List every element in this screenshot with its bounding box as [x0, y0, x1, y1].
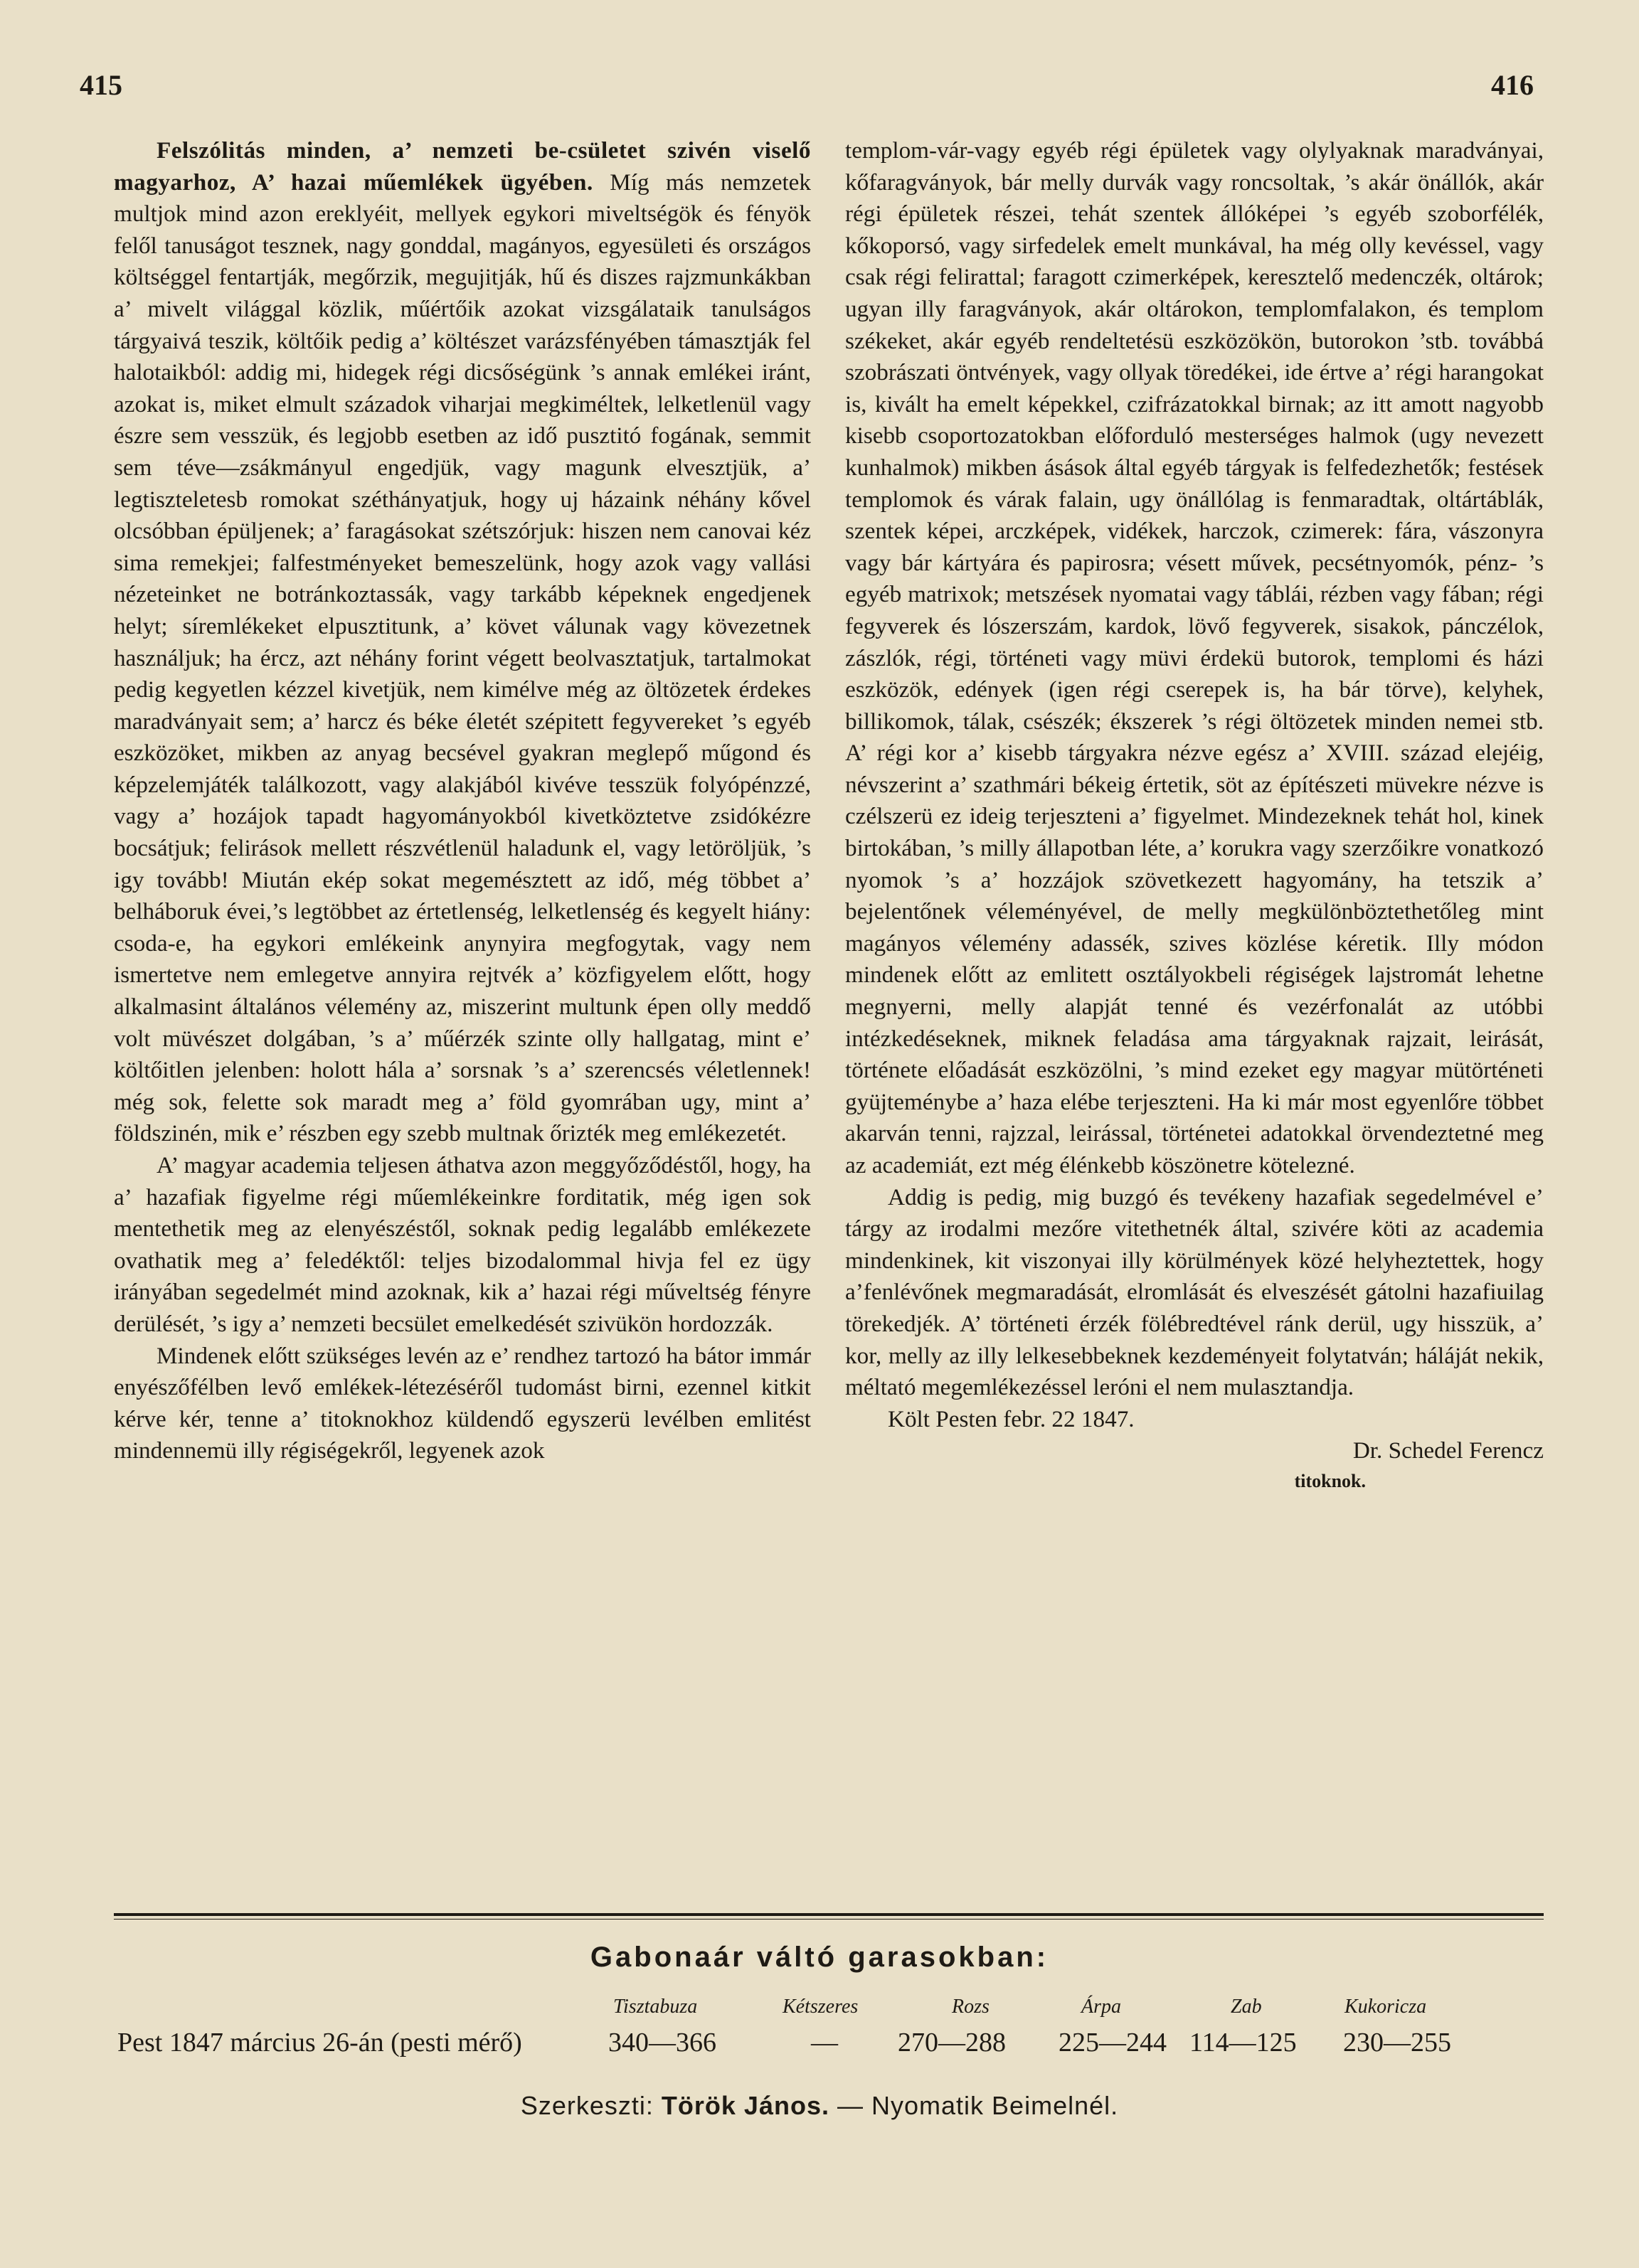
- price-row-label: Pest 1847 március 26-án (pesti mérő): [117, 2028, 522, 2057]
- price-value: 114—125: [1189, 2028, 1297, 2057]
- imprint-separator: —: [837, 2091, 864, 2120]
- page-number-left: 415: [80, 69, 122, 101]
- signature: Dr. Schedel Ferencz: [1352, 1437, 1544, 1464]
- printer: Nyomatik Beimelnél.: [871, 2091, 1119, 2120]
- price-value: 270—288: [898, 2028, 1006, 2057]
- editor-label: Szerkeszti:: [520, 2091, 654, 2120]
- price-header: Rozs: [952, 1996, 990, 2018]
- price-value: 225—244: [1059, 2028, 1167, 2057]
- price-header: Árpa: [1081, 1996, 1121, 2018]
- divider-thick: [114, 1913, 1544, 1916]
- article-title: Felszólitás minden, a’ nemzeti be-csületet szivén viselő magyarhoz, A’ hazai műemlékek ügyében.: [114, 137, 811, 196]
- article-paragraph: Mindenek előtt szükséges levén az e’ rendhez tartozó ha bátor immár enyészőfélben levő emlékek-létezéséről tudomást birni, ezennel kitkit kérve kér, tenne a’ titoknokhoz küldendő egyszerü levélben emlitést mindennemü illy régiségekről, legyenek azok: [114, 1342, 811, 1464]
- price-header: Tisztabuza: [613, 1996, 698, 2018]
- article-paragraph: A’ magyar academia teljesen áthatva azon meggyőződéstől, hogy, ha a’ hazafiak figyelme régi műemlékeinkre forditatik, még igen sok mentethetik meg az elenyészéstől, soknak pedig legalább emlékezete ovathatik meg a’ feledéktől: teljes bizodalommal hivja fel ez ügy irányában segedelmét mind azoknak, kik a’ hazai régi műveltség fényre derülését, ’s igy a’ nemzeti becsület emelkedését szivükön hordozzák.: [114, 1152, 811, 1337]
- paragraph-text: Míg más nemzetek multjok mind azon ereklyéit, mellyek egykori miveltségök és fényök felől tanuságot tesznek, nagy gonddal, magányos, egyesületi és országos költséggel fentartják, megőrzik, megujitják, hű és diszes rajzmunkákban a’ mivelt világgal közlik, műértőik azokat vizsgálataik tanulságos tárgyaivá teszik, költőik pedig a’ költészet varázsfényében támasztják fel halotaikból: addig mi, hidegek régi dicsőségünk ’s annak emlékei iránt, azokat is, miket elmult századok viharjai megkiméltek, lelketlenül vagy észre sem vesszük, és legjobb esetben az idő pusztitó fogának, semmit sem téve—zsákmányul engedjük, vagy magunk elvesztjük, a’ legtiszteletesb romokat széthányatjuk, hogy uj házaink néhány kővel olcsóbban épüljenek; a’ faragásokat szétszórjuk: hiszen nem canovai kéz sima remekjei; falfestményeket bemeszelünk, hogy azok vagy vallási nézeteinket ne botránkoztassák, vagy tarkább képeknek engedjenek helyt; síremlékeket elpusztitunk, a’ követ válunak vagy kövezetnek használjuk; ha ércz, azt néhány forint végett beolvasztatjuk, tartalmokat pedig kegyetlen kézzel kivetjük, nem kimélve még az öltözetek érdekes maradványait sem; a’ harcz és béke életét szépitett fegyvereket ’s egyéb eszközöket, mikben az anyag becsével gyakran meglepő műgond és képzelemjáték találkozott, vagy alakjából kivéve tesszük folyópénzzé, vagy a’ hozájok tapadt hagyományokból kivetköztetve zsidókézre bocsátjuk; felirások mellett részvétlenül haladunk el, vagy letöröljük, ’s igy tovább! Miután ekép sokat megemésztett az idő, még többet a’ belháboruk évei,’s legtöbbet az értetlenség, lelketlenség és kegyelt hiány: csoda-e, ha egykori emlékeink anynyira megfogytak, vagy nem ismertetve nem emlegetve annyira rejtvék a’ közfigyelem előtt, hogy alkalmasint általános vélemény az, miszerint multunk épen olly meddő volt müvészet dolgában, ’s a’ műérzék szinte olly hallgatag, mint e’ költőitlen jelenben: holott hála a’ sorsnak ’s a’ szerencsés véletlennek! még sok, felette sok maradt meg a’ föld gyomrában ugy, mint a’ földszinén, mik e’ részben egy szebb multnak őrizték meg emlékezetét.: [114, 169, 811, 1147]
- price-table-title: Gabonaár váltó garasokban:: [590, 1942, 1049, 1973]
- article-paragraph: [114, 135, 811, 1150]
- price-header: Kétszeres: [783, 1996, 859, 2018]
- dateline: Költ Pesten febr. 22 1847.: [888, 1405, 1135, 1432]
- price-header: Kukoricza: [1344, 1996, 1427, 2018]
- price-header: Zab: [1231, 1996, 1262, 2018]
- page-number-right: 416: [1491, 69, 1534, 101]
- signature-role: titoknok.: [1294, 1470, 1366, 1491]
- column-left: [114, 135, 811, 1467]
- article-paragraph: templom-vár-vagy egyéb régi épületek vagy olylyaknak maradványai, kőfaragványok, bár melly durvák vagy roncsoltak, ’s akár önállók, akár régi épületek részei, tehát szentek állóképei ’s egyéb szoborfélék, kőkoporsó, vagy sirfedelek emelt munkával, ha még olly kevéssel, vagy csak régi felirattal; faragott czimerképek, keresztelő medenczék, oltárok; ugyan illy faragványok, akár oltárokon, templomfalakon, és templom székeket, akár egyéb rendeltetésü eszközökön, butorokon ’stb. továbbá szobrászati öntvények, vagy ollyak töredékei, ide értve a’ régi harangokat is, kivált ha emelt képekkel, czifrázatokkal birnak; az itt amott nagyobb kisebb csoportozatokban előforduló mesterséges halmok (ugy nevezett kunhalmok) mikben ásások által egyéb tárgyak is felfedezhetők; festések templomok és várak falain, ugy önállólag is fenmaradtak, oltártáblák, szentek képei, arczképek, vidékek, harczok, czimerek: fára, vászonyra vagy bár kártyára és papirosra; vésett művek, pecsétnyomók, pénz- ’s egyéb matrixok; metszések nyomatai vagy táblái, rézben vagy fában; régi fegyverek és lószerszám, kardok, lövő fegyverek, sisakok, pánczélok, zászlók, régi, történeti vagy müvi érdekü butorok, templomi és házi eszközök, edények (igen régi cserepek is, ha bár törve), kelyhek, billikomok, tálak, csészék; ékszerek ’s régi öltözetek minden nemei stb. A’ régi kor a’ kisebb tárgyakra nézve egész a’ XVIII. század elejéig, névszerint a’ szathmári békeig értetik, söt az építészeti müvekre nézve is czélszerü ez ideig terjeszteni a’ figyelmet. Mindezeknek tehát hol, kinek birtokában, ’s milly állapotban léte, a’ korukra vagy szerzőikre vonatkozó nyomok ’s a’ hozzájok szövetkezett hagyomány, ha tetszik a’ bejelentőnek véleményével, de melly megkülönböztethetőleg mint magányos vélemény adassék, szives közlése kéretik. Illy módon mindenek előtt az emlitett osztályokbeli régiségek lajstromát lehetne megnyerni, melly alapját tenné és vezérfonalát az utóbbi intézkedéseknek, miknek feladása ama tárgyaknak rajzait, leirását, története előadását eszközölni, ’s mind ezeket egy magyar mütörténeti gyüjteménybe a’ haza elébe terjeszteni. Ha ki már most egyenlőre többet akarván tenni, rajzzal, leirással, történetei adatokkal örvendeztetné meg az academiát, ezt még élénkebb köszönetre kötelezné.: [845, 137, 1544, 1178]
- article-paragraph: Addig is pedig, mig buzgó és tevékeny hazafiak segedelmével e’ tárgy az irodalmi mezőre vitethetnék által, szivére köti az academia mindenkinek, kit viszonyai illy körülmények közé helyheztettek, hogy a’fenlévőnek megmaradását, elromlását és elveszését gátolni hazafiuilag törekedjék. A’ történeti érzék fölébredtével ránk derül, ugy hisszük, a’ kor, melly az illy lelkesebbeknek kezdeményeit folytatván; háláját nekik, méltató megemlékezéssel leróni el nem mulasztandja.: [845, 1183, 1544, 1401]
- divider-thin: [114, 1919, 1544, 1920]
- editor-name: Török János.: [661, 2091, 829, 2120]
- price-value: —: [811, 2028, 838, 2057]
- price-value: 340—366: [608, 2028, 716, 2057]
- column-right: [845, 135, 1544, 1496]
- price-value: 230—255: [1343, 2028, 1451, 2057]
- imprint: [0, 2091, 1639, 2121]
